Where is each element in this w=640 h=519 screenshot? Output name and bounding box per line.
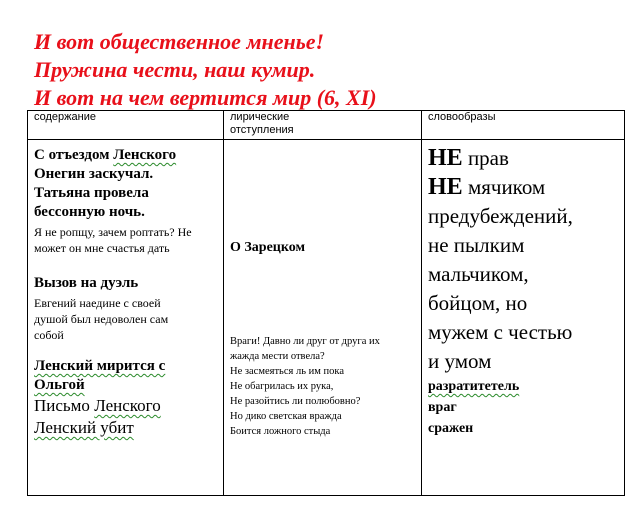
word-image-line: мальчиком, [428, 262, 529, 286]
event-letter: Письмо Ленского [34, 396, 161, 415]
word-image-vrag: враг [428, 400, 457, 415]
digression-verse: Враги! Давно ли друг от друга их жажда мести отвела? Не засмеяться ль им пока Не обагрилась их рука, Не разойтись ли полюбовно? Но дико светская вражда Боится ложного стыда [230, 336, 380, 437]
quote-evgeny: Евгений наедине с своей душой был недоволен сам собой [34, 296, 169, 342]
cell-lyrical [224, 140, 422, 496]
cell-word-images [422, 140, 625, 496]
event-reconcile: Ленский мирится с Ольгой [34, 358, 166, 393]
event-departure: С отъездом Ленского Онегин заскучал. Татьяна провела бессонную ночь. [34, 147, 177, 220]
digression-zaretsky: О Зарецком [230, 240, 305, 255]
header-lyrical-digressions: лирические отступления [224, 111, 422, 140]
event-duel-challenge: Вызов на дуэль [34, 275, 139, 291]
word-image-line: бойцом, но [428, 291, 528, 315]
word-image-line: мужем с честью [428, 320, 573, 344]
word-image-line: и умом [428, 349, 492, 373]
analysis-table [27, 110, 625, 496]
word-image-ne-prav: НЕ прав [428, 145, 509, 171]
word-image-razrat: разратитетель [428, 379, 520, 394]
header-word-images: словообразы [422, 111, 625, 140]
header-content: содержание [28, 111, 224, 140]
word-image-line: предубеждений, [428, 204, 573, 228]
heading-line-1: И вот общественное мненье! [34, 29, 325, 54]
word-image-line: не пылким [428, 233, 525, 257]
cell-content [28, 140, 224, 496]
word-image-srazhen: сражен [428, 421, 474, 436]
table-body-row [28, 140, 625, 496]
heading-line-3: И вот на чем вертится мир (6, XI) [34, 85, 377, 110]
quote-tatiana: Я не ропщу, зачем роптать? Не может он мне счастья дать [34, 225, 192, 255]
event-killed: Ленский убит [34, 418, 134, 437]
heading-line-2: Пружина чести, наш кумир. [34, 57, 316, 82]
heading-quote [34, 28, 377, 112]
table-header-row [28, 111, 625, 140]
word-image-ne-myachikom: НЕ мячиком [428, 174, 546, 200]
